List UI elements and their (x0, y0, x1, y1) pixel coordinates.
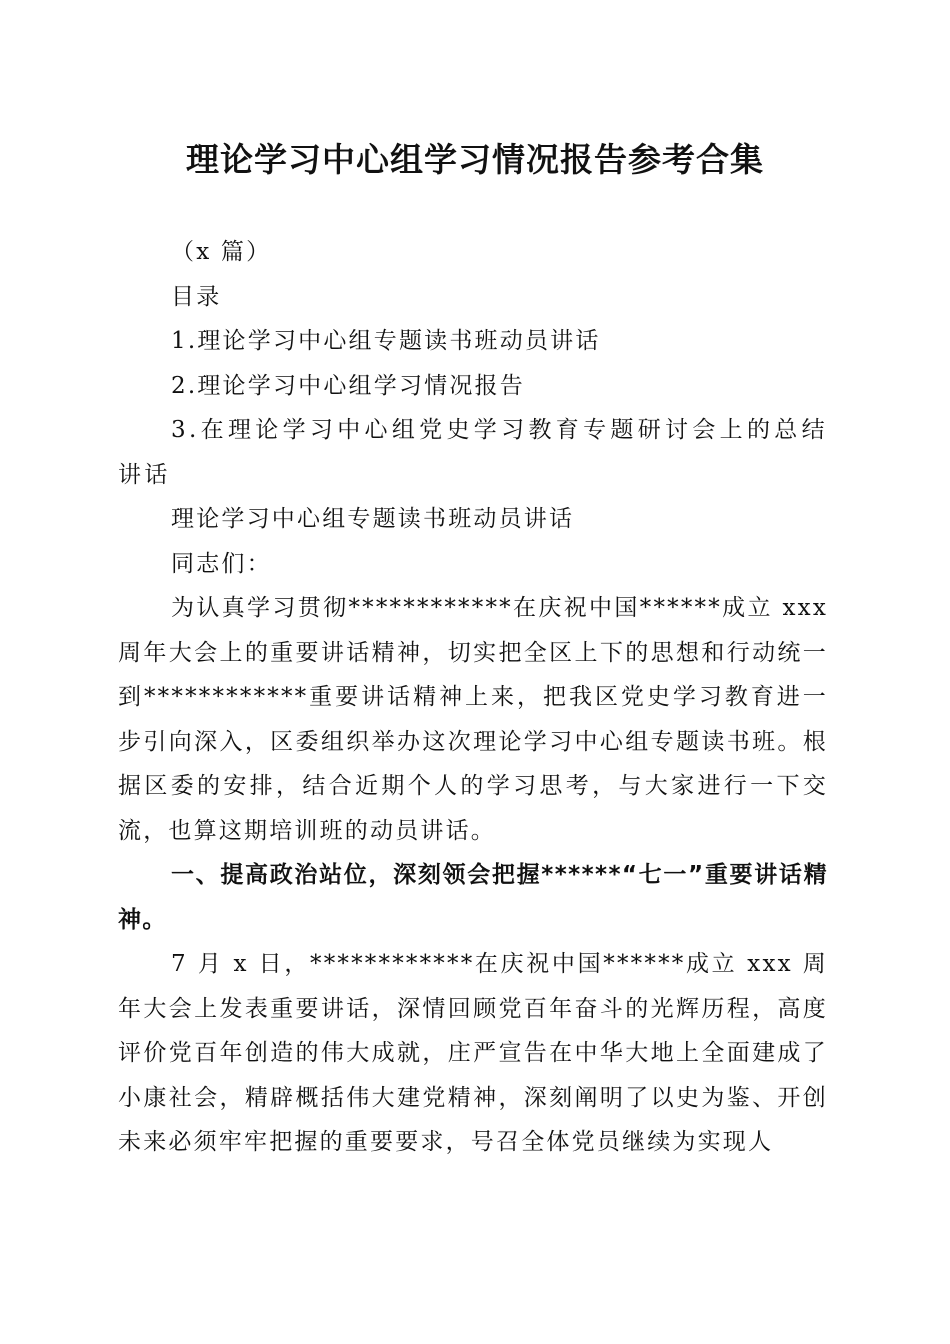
toc-item-1: 1.理论学习中心组专题读书班动员讲话 (171, 328, 601, 354)
document-title: 理论学习中心组学习情况报告参考合集 (186, 140, 764, 179)
body-paragraph-2: 7 月 x 日，************在庆祝中国******成立 xxx 周年大会上发表重要讲话，深情回顾党百年奋斗的光辉历程，高度评价党百年创造的伟大成就，庄严宣告在中华大地上全面建成了小康社会，精辟概括伟大建党精神，深刻阐明了以史为鉴、开创未来必须牢牢把握的重要要求，号召全体党员继续为实现人 (118, 951, 828, 1155)
toc-heading: 目录 (171, 283, 222, 310)
article-title: 理论学习中心组专题读书班动员讲话 (171, 506, 575, 532)
count-note: （x 篇） (171, 239, 272, 265)
body-paragraph-1: 为认真学习贯彻************在庆祝中国******成立 xxx 周年大会上的重要讲话精神，切实把全区上下的思想和行动统一到************重要讲话精神上来，把我区党史学习教育进一步引向深入，区委组织举办这次理论学习中心组专题读书班。根据区委的安排，结合近期个人的学习思考，与大家进行一下交流，也算这期培训班的动员讲话。 (118, 595, 828, 844)
toc-item-2: 2.理论学习中心组学习情况报告 (171, 372, 525, 399)
toc-item-3: 3.在理论学习中心组党史学习教育专题研讨会上的总结讲话 (118, 417, 828, 488)
section-heading-1: 一、提高政治站位，深刻领会把握******“七一”重要讲话精神。 (118, 862, 828, 933)
salutation: 同志们： (171, 550, 272, 577)
document-body (118, 230, 828, 1165)
